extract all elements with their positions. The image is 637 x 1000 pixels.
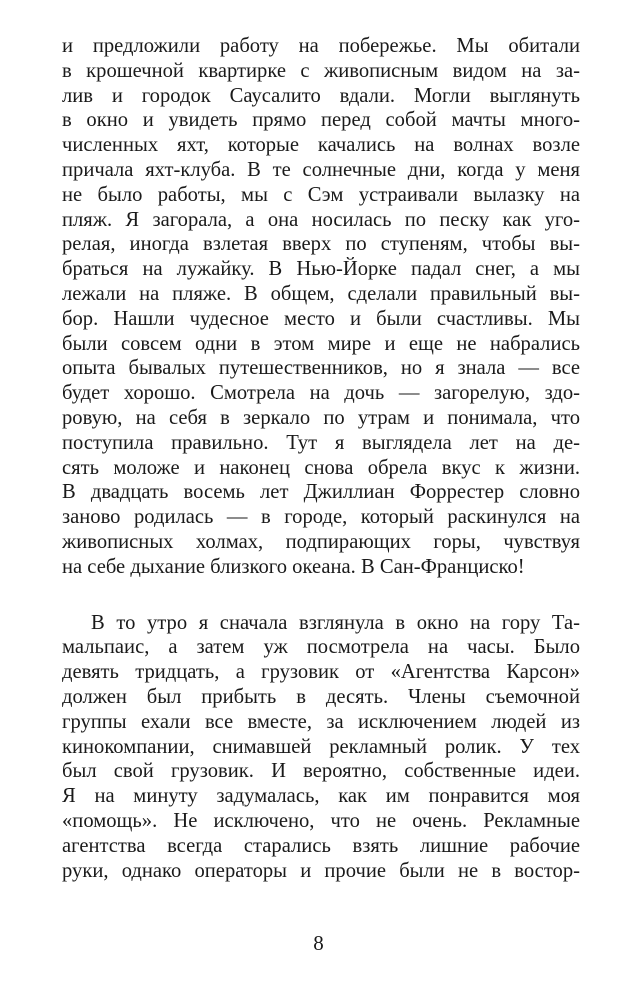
text-line: поступила правильно. Тут я выглядела лет на де- <box>62 431 580 454</box>
text-line: лежали на пляже. В общем, сделали правильный вы- <box>62 282 580 305</box>
text-line: ровую, на себя в зеркало по утрам и понимала, что <box>62 406 580 429</box>
text-line: кинокомпании, снимавшей рекламный ролик. У тех <box>62 735 580 758</box>
text-line: лив и городок Саусалито вдали. Могли выглянуть <box>62 84 580 107</box>
text-line: заново родилась — в городе, который раскинулся на <box>62 506 580 529</box>
text-line: будет хорошо. Смотрела на дочь — загорелую, здо- <box>62 382 580 405</box>
text-line: В то утро я сначала взглянула в окно на гору Та- <box>91 611 580 634</box>
paragraph <box>62 611 580 884</box>
text-line: бор. Нашли чудесное место и были счастливы. Мы <box>62 307 580 330</box>
text-line: живописных холмах, подпирающих горы, чувствуя <box>62 530 580 553</box>
text-line: должен был прибыть в десять. Члены съемочной <box>62 685 580 708</box>
text-line: релая, иногда взлетая вверх по ступеням, чтобы вы- <box>62 233 580 256</box>
text-line: причала яхт-клуба. В те солнечные дни, когда у меня <box>62 158 580 181</box>
text-line: «помощь». Не исключено, что не очень. Рекламные <box>62 809 580 832</box>
text-line: не было работы, мы с Сэм устраивали вылазку на <box>62 183 580 206</box>
page-body <box>62 34 580 883</box>
text-line: В двадцать восемь лет Джиллиан Форрестер словно <box>62 481 580 504</box>
text-line: в окно и увидеть прямо перед собой мачты много- <box>62 109 580 132</box>
text-line: руки, однако операторы и прочие были не в востор- <box>62 859 580 882</box>
text-line: опыта бывалых путешественников, но я знала — все <box>62 357 580 380</box>
text-line: мальпаис, а затем уж посмотрела на часы. Было <box>62 636 580 659</box>
text-line: Я на минуту задумалась, как им понравится моя <box>62 785 580 808</box>
paragraph-gap <box>62 580 580 611</box>
text-line: численных яхт, которые качались на волнах возле <box>62 134 580 157</box>
text-line: был свой грузовик. И вероятно, собственные идеи. <box>62 760 580 783</box>
paragraph <box>62 34 580 580</box>
text-line: сять моложе и наконец снова обрела вкус к жизни. <box>62 456 580 479</box>
page-number: 8 <box>313 931 324 955</box>
text-line: пляж. Я загорала, а она носилась по песку как уго- <box>62 208 580 231</box>
text-line: и предложили работу на побережье. Мы обитали <box>62 35 580 57</box>
text-line: девять тридцать, а грузовик от «Агентства Карсон» <box>62 661 580 684</box>
text-line: агентства всегда старались взять лишние рабочие <box>62 834 580 857</box>
text-line: в крошечной квартирке с живописным видом на за- <box>62 59 580 82</box>
text-line: группы ехали все вместе, за исключением людей из <box>62 710 580 733</box>
text-line: на себе дыхание близкого океана. В Сан-Франциско! <box>62 555 525 578</box>
text-line: браться на лужайку. В Нью-Йорке падал снег, а мы <box>62 258 580 281</box>
text-line: были совсем одни в этом мире и еще не набрались <box>62 332 580 355</box>
